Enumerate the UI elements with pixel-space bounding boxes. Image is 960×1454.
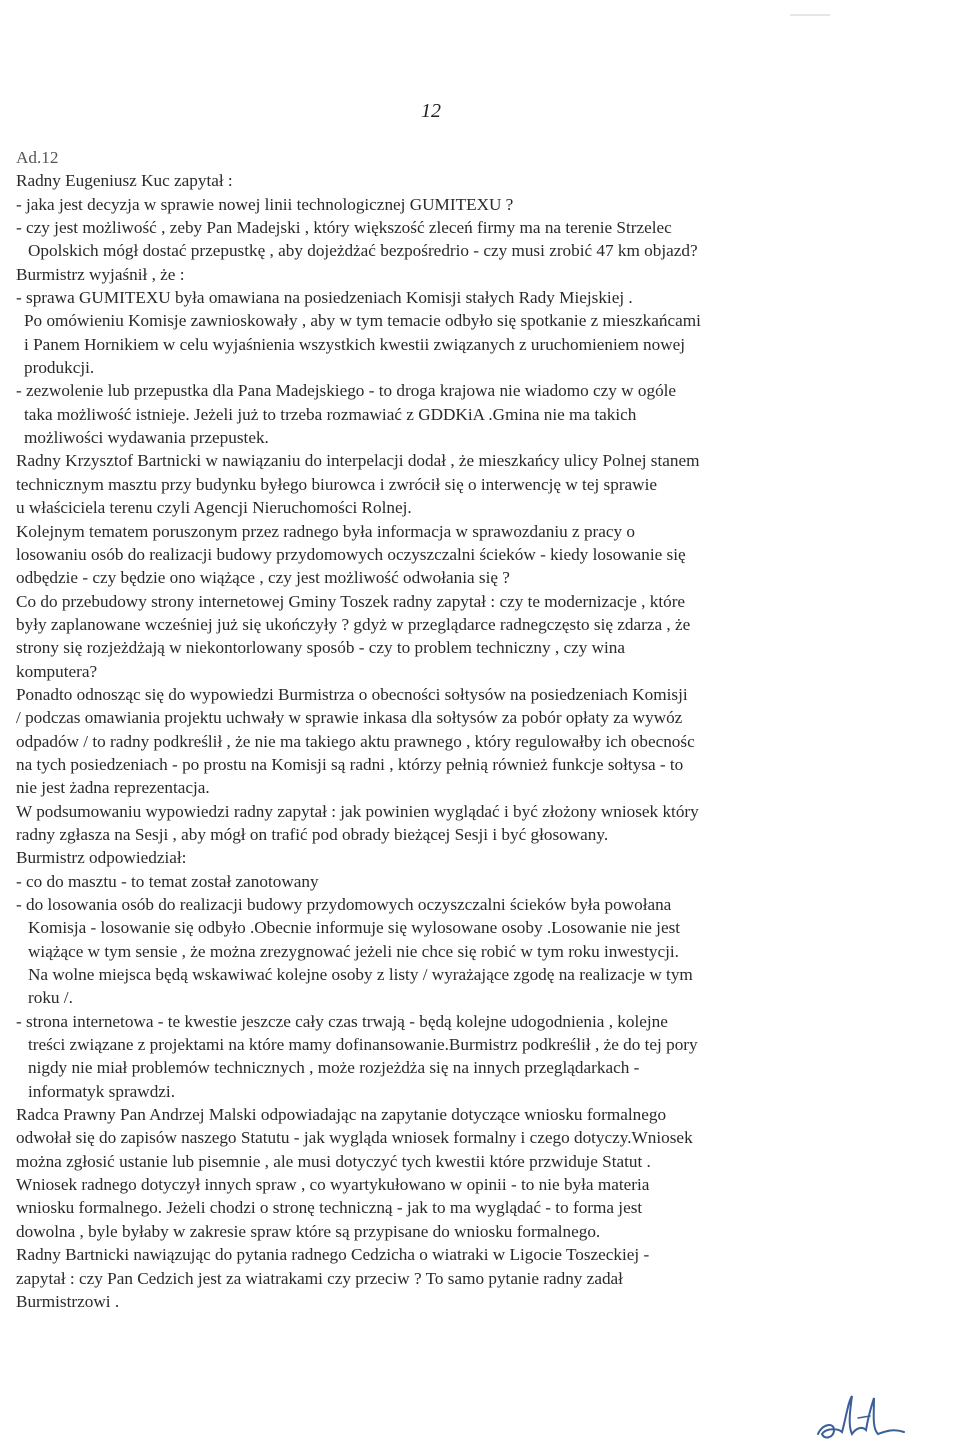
text-line: Opolskich mógł dostać przepustkę , aby dojeżdżać bezpośredrio - czy musi zrobić 47 km objazd? — [28, 241, 698, 261]
text-line: Po omówieniu Komisje zawnioskowały , aby w tym temacie odbyło się spotkanie z mieszkańcami — [24, 311, 701, 331]
text-line: taka możliwość istnieje. Jeżeli już to trzeba rozmawiać z GDDKiA .Gmina nie ma takich — [24, 404, 637, 424]
text-line: - sprawa GUMITEXU była omawiana na posiedzeniach Komisji stałych Rady Miejskiej . — [16, 288, 633, 308]
text-line: Ponadto odnosząc się do wypowiedzi Burmistrza o obecności sołtysów na posiedzeniach Komisji — [16, 684, 688, 704]
text-line: odwołał się do zapisów naszego Statutu - jak wygląda wniosek formalny i czego dotyczy.Wniosek — [16, 1128, 693, 1148]
text-line: losowaniu osób do realizacji budowy przydomowych oczyszczalni ścieków - kiedy losowanie się — [16, 544, 686, 564]
text-line: u właściciela terenu czyli Agencji Nieruchomości Rolnej. — [16, 498, 412, 518]
document-body — [16, 146, 916, 1313]
text-line: i Panem Hornikiem w celu wyjaśnienia wszystkich kwestii związanych z uruchomieniem nowej — [24, 334, 686, 354]
text-line: - do losowania osób do realizacji budowy przydomowych oczyszczalni ścieków była powołana — [16, 895, 672, 914]
text-line: Kolejnym tematem poruszonym przez radnego była informacja w sprawozdaniu z pracy o — [16, 521, 636, 541]
text-line: informatyk sprawdzi. — [28, 1081, 176, 1101]
text-line: strony się rozjeżdżają w niekontorlowany sposób - czy to problem techniczny , czy wina — [16, 638, 626, 658]
text-line: Radny Eugeniusz Kuc zapytał : — [16, 171, 233, 191]
text-line: Burmistrzowi . — [16, 1291, 120, 1311]
text-line: / podczas omawiania projektu uchwały w sprawie inkasa dla sołtysów za pobór opłaty za wywóz — [16, 708, 683, 728]
text-line: Radca Prawny Pan Andrzej Malski odpowiadając na zapytanie dotyczące wniosku formalnego — [16, 1105, 667, 1125]
text-line: - jaka jest decyzja w sprawie nowej linii technologicznej GUMITEXU ? — [16, 194, 514, 214]
section-heading: Ad.12 — [16, 148, 59, 167]
text-line: na tych posiedzeniach - po prostu na Komisji są radni , którzy pełnią również funkcje sołtysa - to — [16, 754, 684, 774]
text-line: komputera? — [16, 661, 98, 681]
text-line: odbędzie - czy będzie ono wiążące , czy jest możliwość odwołania się ? — [16, 568, 510, 588]
handwritten-signature — [812, 1388, 922, 1448]
text-line: Co do przebudowy strony internetowej Gminy Toszek radny zapytał : czy te modernizacje , które — [16, 591, 686, 611]
text-line: - strona internetowa - te kwestie jeszcze cały czas trwają - będą kolejne udogodnienia , kolejne — [16, 1011, 668, 1031]
text-line: były zaplanowane wcześniej już się ukończyły ? gdyż w przeglądarce radnegczęsto się zdarza , że — [16, 614, 691, 634]
text-line: treści związane z projektami na które mamy dofinansowanie.Burmistrz podkreślił , że do tej pory — [28, 1035, 698, 1055]
text-line: radny zgłasza na Sesji , aby mógł on trafić pod obrady bieżącej Sesji i być głosowany. — [16, 824, 609, 844]
text-line: możliwości wydawania przepustek. — [24, 428, 269, 448]
page-number: 12 — [421, 100, 441, 122]
text-line: - zezwolenie lub przepustka dla Pana Madejskiego - to droga krajowa nie wiadomo czy w ogóle — [16, 381, 677, 401]
text-line: Burmistrz wyjaśnił , że : — [16, 264, 185, 284]
text-line: technicznym masztu przy budynku byłego biurowca i zwrócił się o interwencję w tej sprawie — [16, 474, 657, 494]
text-line: zapytał : czy Pan Cedzich jest za wiatrakami czy przeciw ? To samo pytanie radny zadał — [16, 1268, 623, 1288]
text-line: nie jest żadna reprezentacja. — [16, 778, 210, 798]
text-line: wiążące w tym sensie , że można zrezygnować jeżeli nie chce się robić w tym roku inwestycji. — [28, 941, 679, 961]
text-line: wniosku formalnego. Jeżeli chodzi o stronę techniczną - jak to ma wyglądać - to forma jest — [16, 1198, 643, 1218]
text-line: można zgłosić ustanie lub pisemnie , ale musi dotyczyć tych kwestii które przwiduje Statut . — [16, 1151, 651, 1171]
text-line: Wniosek radnego dotyczył innych spraw , co wyartykułowano w opinii - to nie była materia — [16, 1175, 650, 1195]
text-line: Burmistrz odpowiedział: — [16, 848, 187, 868]
text-line: nigdy nie miał problemów technicznych , może rozjeżdża się na innych przeglądarkach - — [28, 1058, 640, 1078]
text-line: Radny Bartnicki nawiązując do pytania radnego Cedzicha o wiatraki w Ligocie Toszeckiej - — [16, 1245, 650, 1265]
scan-mark — [790, 14, 830, 16]
text-line: roku /. — [28, 988, 73, 1008]
text-line: produkcji. — [24, 358, 95, 378]
text-line: Radny Krzysztof Bartnicki w nawiązaniu do interpelacji dodał , że mieszkańcy ulicy Polnej stanem — [16, 451, 700, 471]
text-line: odpadów / to radny podkreślił , że nie ma takiego aktu prawnego , który regulowałby ich obecnośc — [16, 731, 695, 751]
text-line: dowolna , byle byłaby w zakresie spraw które są przypisane do wniosku formalnego. — [16, 1221, 601, 1241]
text-line: W podsumowaniu wypowiedzi radny zapytał : jak powinien wyglądać i być złożony wniosek który — [16, 801, 699, 821]
text-line: Komisja - losowanie się odbyło .Obecnie informuje się wylosowane osoby .Losowanie nie jest — [28, 918, 681, 938]
text-line: - czy jest możliwość , zeby Pan Madejski , który większość zleceń firmy ma na terenie Strzelec — [16, 218, 672, 238]
text-line: - co do masztu - to temat został zanotowany — [16, 871, 319, 891]
text-line: Na wolne miejsca będą wskawiwać kolejne osoby z listy / wyrażające zgodę na realizacje w tym — [28, 965, 693, 985]
